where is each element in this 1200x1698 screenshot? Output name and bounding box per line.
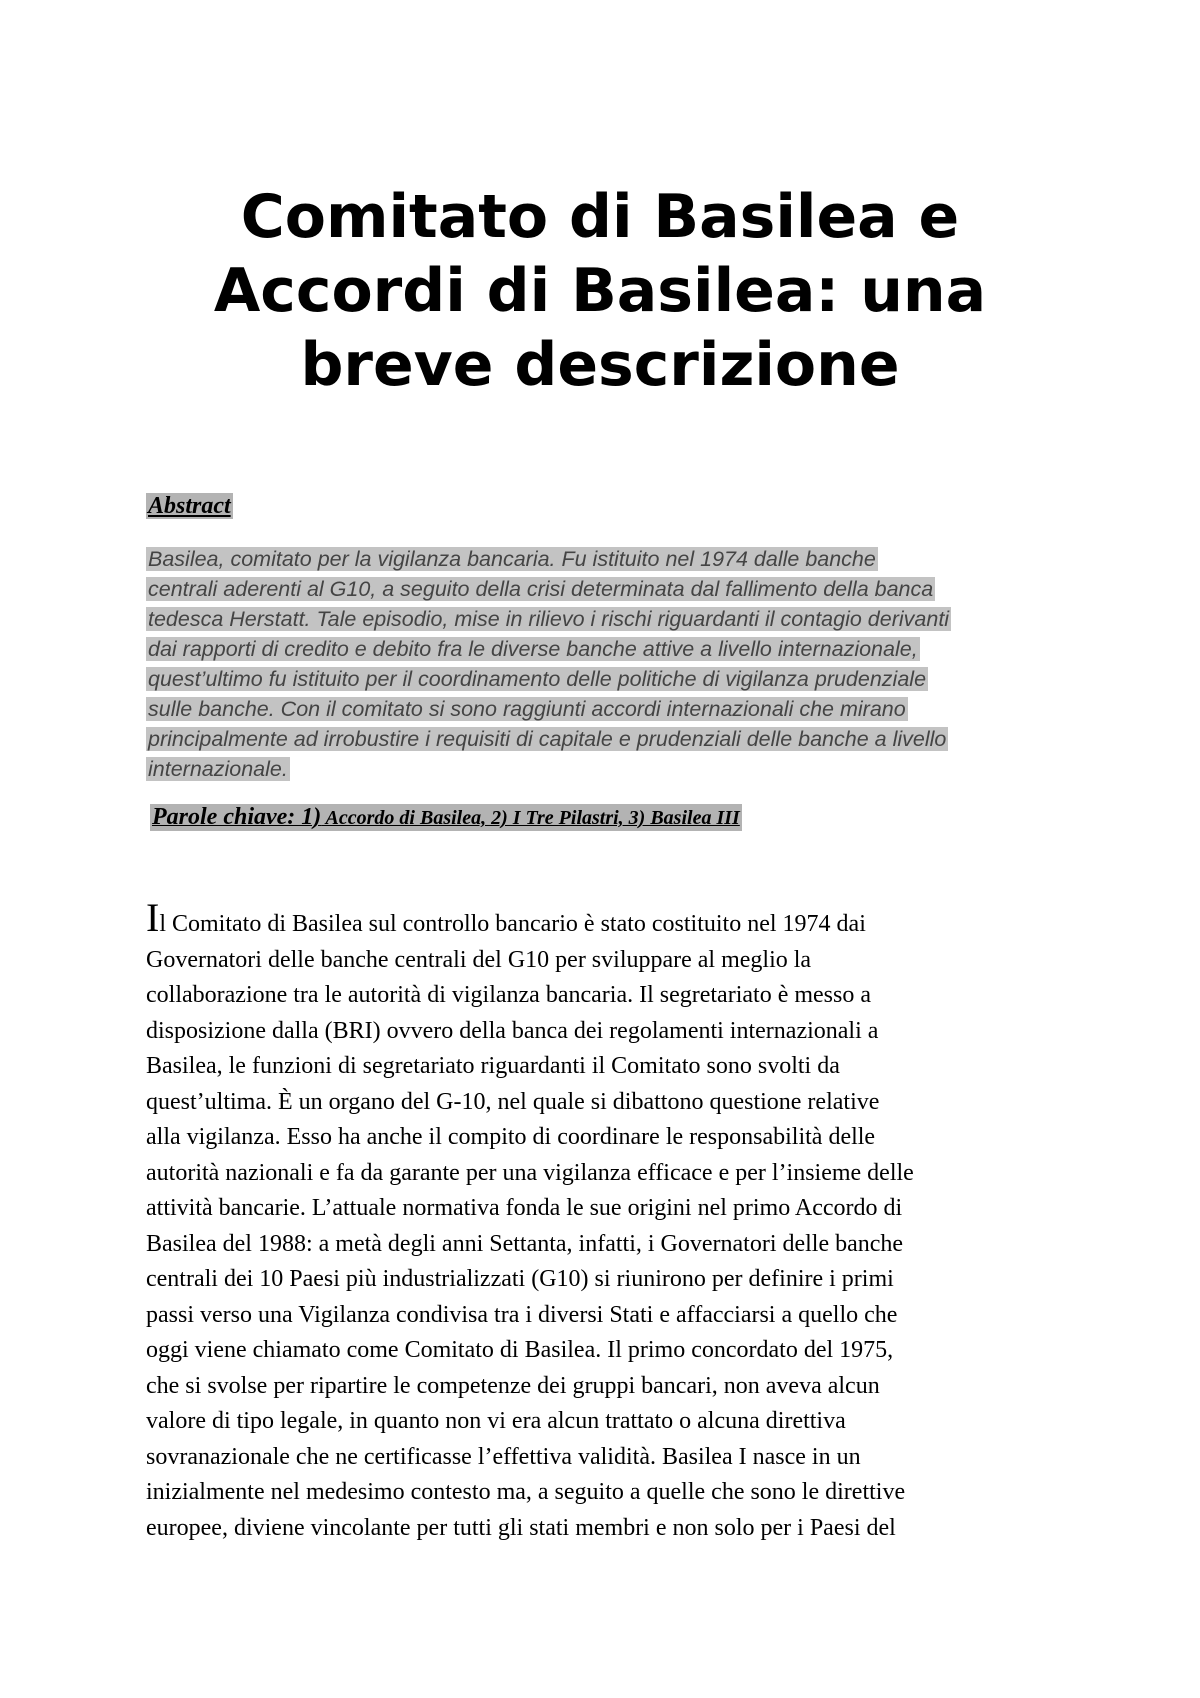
body-line: collaborazione tra le autorità di vigilanza bancaria. Il segretariato è messo a	[146, 982, 871, 1008]
abstract-heading-text: Abstract	[148, 493, 231, 519]
abstract-line-text: sulle banche. Con il comitato si sono raggiunti accordi internazionali che mirano	[148, 697, 906, 721]
title-line: Comitato di Basilea e	[240, 182, 960, 252]
body-line: disposizione dalla (BRI) ovvero della banca dei regolamenti internazionali a	[146, 1017, 879, 1044]
abstract-line-text: principalmente ad irrobustire i requisiti di capitale e prudenziali delle banche a livello	[148, 727, 947, 751]
body-line	[146, 895, 1086, 943]
title-line: breve descrizione	[300, 330, 900, 400]
body-line: oggi viene chiamato come Comitato di Basilea. Il primo concordato del 1975,	[146, 1337, 894, 1363]
abstract-line	[146, 634, 1076, 664]
body-line: Basilea, le funzioni di segretariato riguardanti il Comitato sono svolti da	[146, 1053, 840, 1079]
abstract-line	[146, 694, 1076, 724]
body-line: europee, diviene vincolante per tutti gli stati membri e non solo per i Paesi del	[146, 1514, 896, 1541]
keywords-list: Accordo di Basilea, 2) I Tre Pilastri, 3) Basilea III	[321, 807, 740, 829]
abstract-line	[146, 664, 1076, 694]
body-line: passi verso una Vigilanza condivisa tra i diversi Stati e affacciarsi a quello che	[146, 1301, 898, 1328]
document-title	[160, 180, 1040, 402]
abstract-line-text: internazionale.	[148, 757, 288, 781]
body-line: sovranazionale che ne certificasse l’effettiva validità. Basilea I nasce in un	[146, 1443, 861, 1470]
keywords-label: Parole chiave: 1)	[152, 804, 322, 830]
abstract-line	[146, 574, 1076, 604]
body-paragraph	[146, 895, 1086, 1546]
abstract-line	[146, 604, 1076, 634]
body-line: che si svolse per ripartire le competenze dei gruppi bancari, non aveva alcun	[146, 1372, 880, 1399]
body-line: Basilea del 1988: a metà degli anni Settanta, infatti, i Governatori delle banche	[146, 1230, 904, 1257]
abstract-line-text: centrali aderenti al G10, a seguito della crisi determinata dal fallimento della banca	[148, 577, 934, 601]
body-line: valore di tipo legale, in quanto non vi era alcun trattato o alcuna direttiva	[146, 1408, 846, 1434]
body-line: autorità nazionali e fa da garante per una vigilanza efficace e per l’insieme delle	[146, 1159, 914, 1186]
body-line: attività bancarie. L’attuale normativa fonda le sue origini nel primo Accordo di	[146, 1195, 903, 1221]
body-line: inizialmente nel medesimo contesto ma, a seguito a quelle che sono le direttive	[146, 1479, 906, 1505]
abstract-line	[146, 544, 1076, 574]
abstract-line-text: Basilea, comitato per la vigilanza bancaria. Fu istituito nel 1974 dalle banche	[148, 547, 876, 571]
abstract-line-text: tedesca Herstatt. Tale episodio, mise in rilievo i rischi riguardanti il contagio derivanti	[148, 607, 950, 631]
abstract-line	[146, 754, 1076, 784]
body-line: alla vigilanza. Esso ha anche il compito di coordinare le responsabilità delle	[146, 1124, 876, 1150]
body-line: centrali dei 10 Paesi più industrializzati (G10) si riunirono per definire i primi	[146, 1266, 894, 1292]
abstract-paragraph	[146, 544, 1076, 784]
body-line: Governatori delle banche centrali del G10 per sviluppare al meglio la	[146, 946, 812, 973]
abstract-line-text: dai rapporti di credito e debito fra le diverse banche attive a livello internazionale,	[148, 637, 918, 661]
drop-cap: I	[146, 895, 160, 940]
abstract-line	[146, 724, 1076, 754]
abstract-line-text: quest’ultimo fu istituito per il coordinamento delle politiche di vigilanza prudenziale	[148, 667, 927, 691]
abstract-heading	[146, 492, 233, 520]
body-line: quest’ultima. È un organo del G-10, nel quale si dibattono questione relative	[146, 1088, 880, 1115]
body-line-text: l Comitato di Basilea sul controllo bancario è stato costituito nel 1974 dai	[159, 911, 866, 937]
keywords-line	[150, 804, 742, 831]
title-line: Accordi di Basilea: una	[213, 256, 987, 326]
